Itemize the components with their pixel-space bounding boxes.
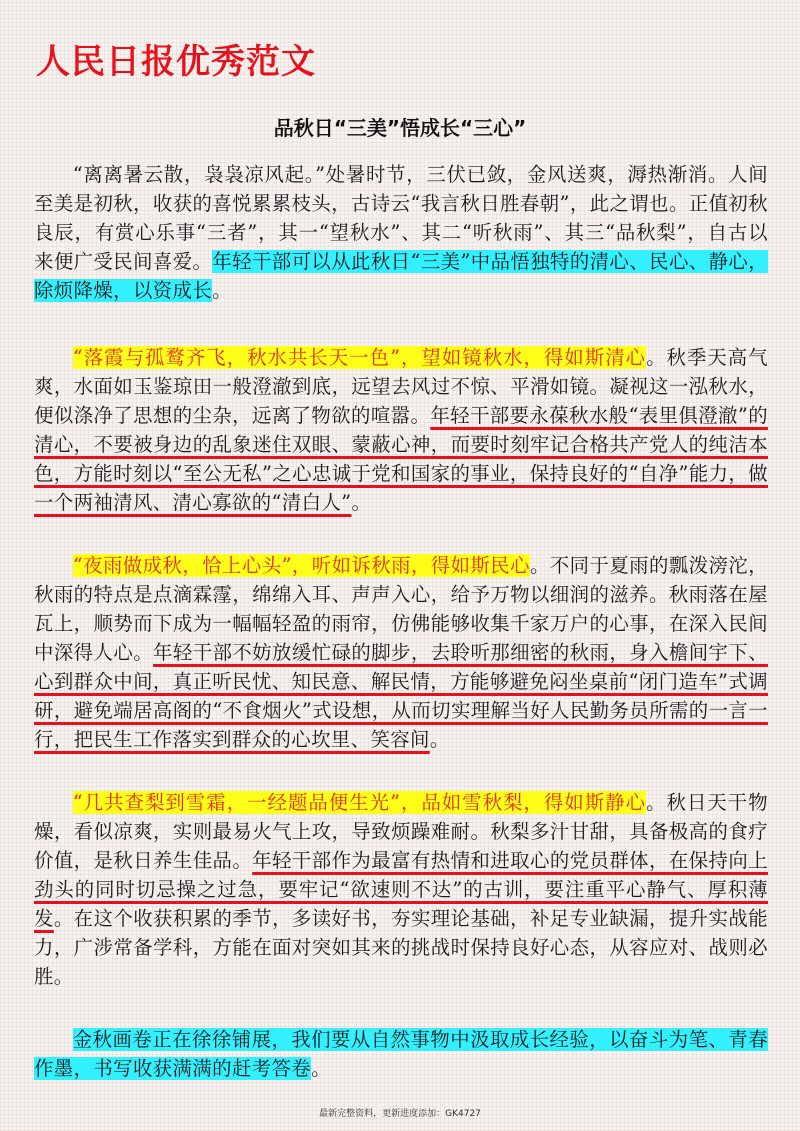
calm-heart-text: 。秋日天干物燥，看似凉爽，实则最易火气上攻，导致烦躁难耐。秋梨多汁甘甜，具备极高的食疗价值，是秋日养生佳品。 [34,791,768,872]
people-heart-underlined: 年轻干部不妨放缓忙碌的脚步，去聆听那细密的秋雨，身入檐间宇下、心到群众中间，真正听民忧、知民意、解民情，方能够避免闷坐桌前“闭门造车”式调研，避免端居高阁的“不食烟火”式设想，从而切实理解当好人民勤务员所需的一言一行，把民生工作落实到群众的心坎里、笑容间 [34,641,768,751]
calm-heart-quote: “几共查梨到雪霜，一经题品便生光”，品如雪秋梨，得如斯静心 [72,791,647,814]
intro-highlight: 年轻干部可以从此秋日“三美”中品悟独特的清心、民心、静心，除烦降燥，以资成长 [34,250,768,302]
footer-note: 最新完整资料，更新进度添加：GK4727 [319,1109,481,1119]
intro-text: “离离暑云散，袅袅凉风起。”处暑时节，三伏已敛，金风送爽，溽热渐消。人间至美是初秋，收获的喜悦累累枝头，古诗云“我言秋日胜春朝”，此之谓也。正值初秋良辰，有赏心乐事“三者”，其一“望秋水”、其二“听秋雨”、其三“品秋梨”，自古以来便广受民间喜爱。 [34,163,768,273]
paragraph-people-heart [34,551,768,754]
clear-heart-underlined: 年轻干部要永葆秋水般“表里俱澄澈”的清心，不要被身边的乱象迷住双眼、蒙蔽心神，而要时刻牢记合格共产党人的纯洁本色，方能时刻以“至公无私”之心忠诚于党和国家的事业，保持良好的“自净”能力，做一个两袖清风、清心寡欲的“清白人” [34,404,769,514]
clear-heart-end: 。 [351,491,372,514]
intro-end: 。 [212,279,232,302]
calm-heart-text-2: 。在这个收获积累的季节，多读好书，夯实理论基础，补足专业缺漏，提升实战能力，广涉常备学科，方能在面对突如其来的挑战时保持良好心态，从容应对、战则必胜。 [34,907,768,988]
brand-title: 人民日报优秀范文 [36,42,316,82]
paragraph-intro [34,160,768,305]
conclusion-end: 。 [311,1057,331,1080]
paragraph-clear-heart [34,343,768,517]
clear-heart-quote: “落霞与孤鹜齐飞，秋水共长天一色”，望如镜秋水，得如斯清心 [72,346,647,369]
calm-heart-underlined: 年轻干部作为最富有热情和进取心的党员群体，在保持向上劲头的同时切忌操之过急，要牢记“欲速则不达”的古训，要注重平心静气、厚积薄发 [34,849,768,930]
conclusion-highlight: 金秋画卷正在徐徐铺展，我们要从自然事物中汲取成长经验，以奋斗为笔、青春作墨，书写收获满满的赶考答卷 [34,1028,768,1080]
paragraph-calm-heart [34,788,768,991]
article-title: 品秋日“三美”悟成长“三心” [273,116,527,140]
people-heart-end: 。 [429,728,450,751]
clear-heart-text: 。秋季天高气爽，水面如玉鉴琼田一般澄澈到底，远望去风过不惊、平滑如镜。凝视这一泓秋水，便似涤净了思想的尘杂，远离了物欲的喧嚣。 [34,346,768,427]
paragraph-conclusion [34,1025,768,1083]
people-heart-text: 。不同于夏雨的瓢泼滂沱，秋雨的特点是点滴霖霪，绵绵入耳、声声入心，给予万物以细润的滋养。秋雨落在屋瓦上，顺势而下成为一幅幅轻盈的雨帘，仿佛能够收集千家万户的心事，在深入民间中深得人心。 [34,554,768,664]
people-heart-quote: “夜雨做成秋，恰上心头”，听如诉秋雨，得如斯民心 [72,554,530,577]
